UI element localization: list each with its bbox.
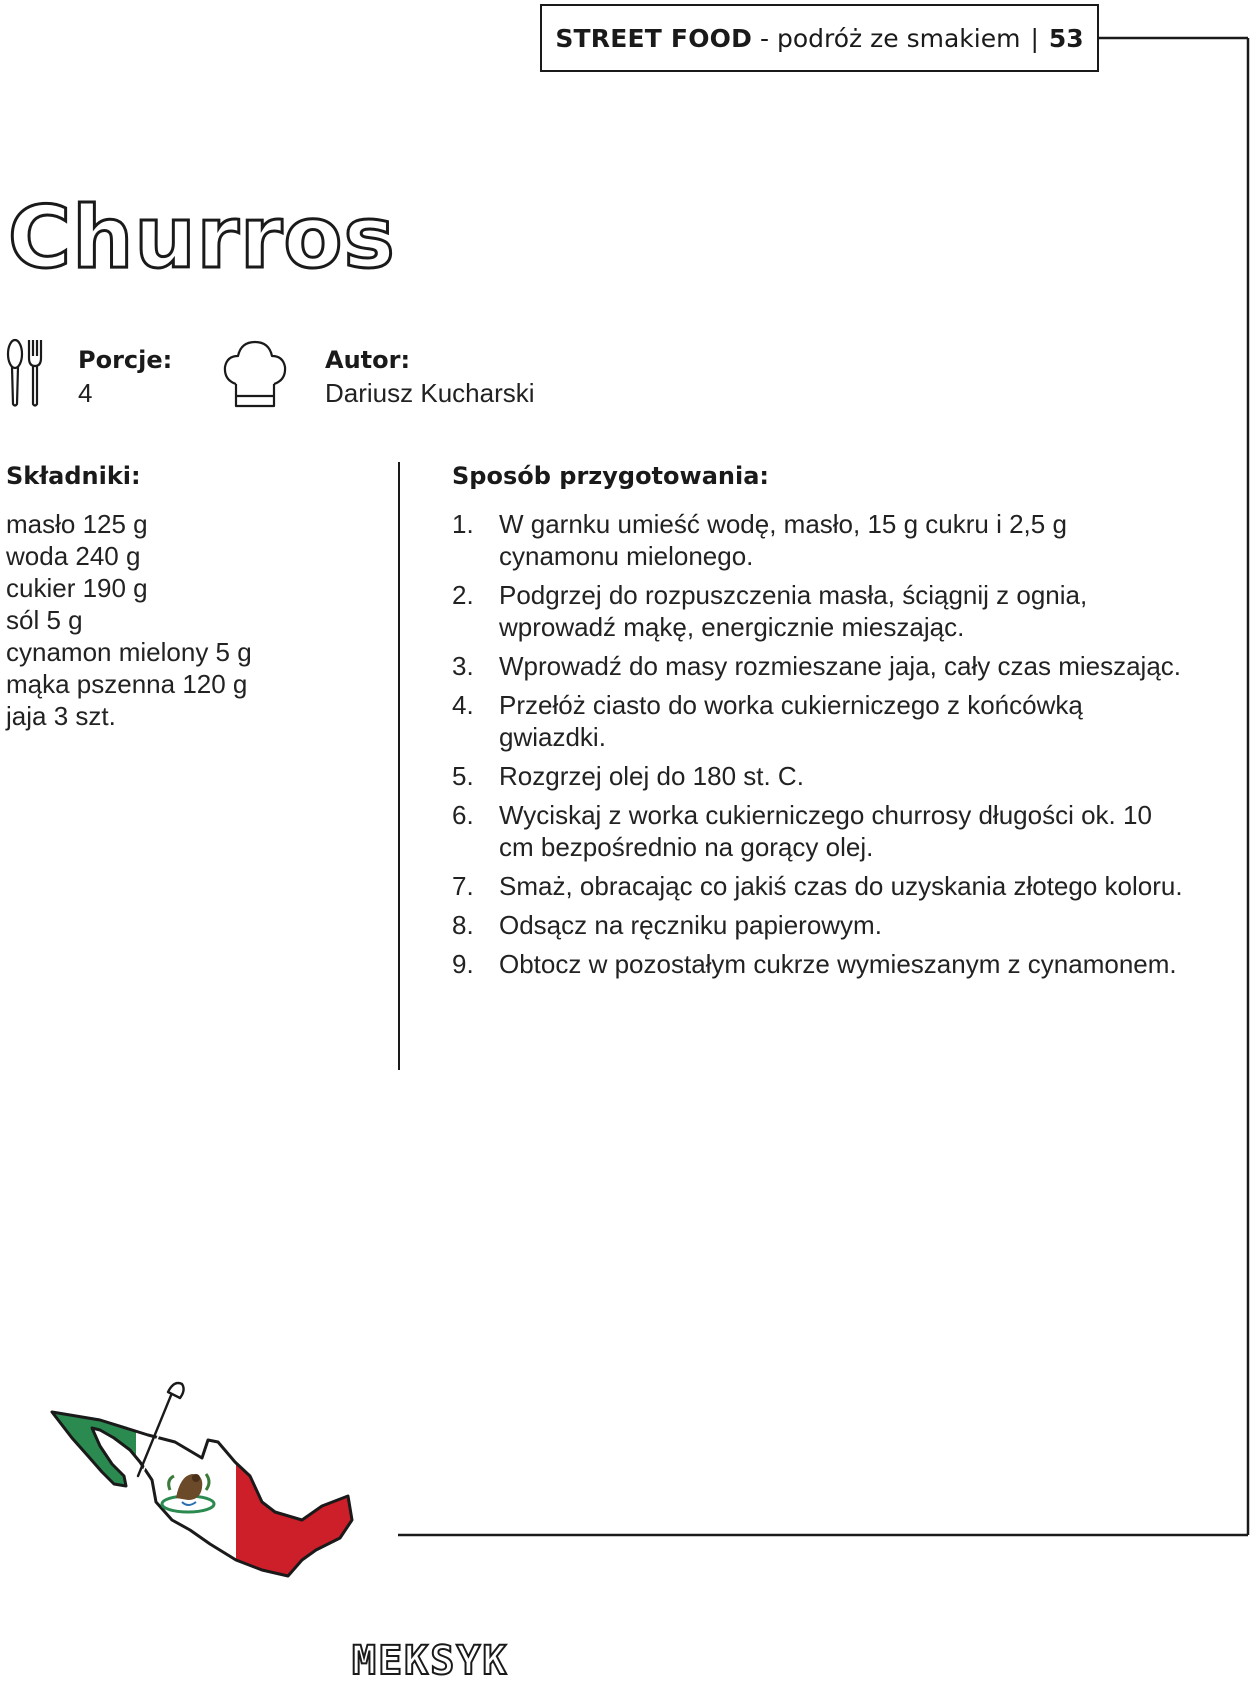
step-text: Odsącz na ręczniku papierowym. (499, 910, 882, 940)
author-label: Autor: (325, 346, 411, 374)
servings-value: 4 (78, 378, 93, 408)
method-step (452, 508, 1192, 572)
ingredient-item: woda 240 g (6, 541, 141, 571)
method-step (452, 799, 1192, 863)
step-number: 6. (452, 800, 474, 830)
method-step (452, 689, 1192, 753)
column-divider (398, 462, 400, 1070)
method-step (452, 948, 1192, 980)
step-text: Smaż, obracając co jakiś czas do uzyskania złotego koloru. (499, 871, 1183, 901)
ingredients-heading: Składniki: (6, 462, 141, 490)
step-number: 4. (452, 690, 474, 720)
header-box (540, 4, 1099, 72)
step-number: 3. (452, 651, 474, 681)
ingredient-item: mąka pszenna 120 g (6, 669, 248, 699)
ingredient-item: cukier 190 g (6, 573, 148, 603)
method-step (452, 650, 1192, 682)
step-number: 8. (452, 910, 474, 940)
method-step (452, 579, 1192, 643)
step-number: 5. (452, 761, 474, 791)
step-text: Rozgrzej olej do 180 st. C. (499, 761, 804, 791)
method-step (452, 870, 1192, 902)
ingredients-list (6, 508, 252, 732)
ingredient-item: jaja 3 szt. (6, 701, 116, 731)
chef-hat-icon (222, 336, 288, 410)
author-value: Dariusz Kucharski (325, 378, 535, 408)
method-steps-list (452, 508, 1192, 987)
ingredient-item: masło 125 g (6, 509, 148, 539)
step-number: 9. (452, 949, 474, 979)
method-heading: Sposób przygotowania: (452, 462, 769, 490)
cutlery-icon (4, 338, 46, 408)
ingredient-item: cynamon mielony 5 g (6, 637, 252, 667)
step-text: Przełóż ciasto do worka cukierniczego z końcówką gwiazdki. (499, 690, 1083, 752)
page-number: 53 (1048, 23, 1084, 53)
header-subtitle: - podróż ze smakiem (752, 23, 1021, 53)
header-separator: | (1030, 23, 1039, 53)
step-number: 7. (452, 871, 474, 901)
method-step (452, 760, 1192, 792)
step-number: 2. (452, 580, 474, 610)
step-text: W garnku umieść wodę, masło, 15 g cukru i 2,5 g cynamonu mielonego. (499, 509, 1067, 571)
step-text: Wyciskaj z worka cukierniczego churrosy długości ok. 10 cm bezpośrednio na gorący olej. (499, 800, 1152, 862)
header-brand: STREET FOOD (555, 23, 753, 53)
recipe-title: Churros (8, 188, 396, 288)
country-name: MEKSYK (352, 1638, 509, 1684)
method-step (452, 909, 1192, 941)
step-text: Wprowadź do masy rozmieszane jaja, cały czas mieszając. (499, 651, 1182, 681)
step-number: 1. (452, 509, 474, 539)
step-text: Obtocz w pozostałym cukrze wymieszanym z cynamonem. (499, 949, 1177, 979)
ingredient-item: sól 5 g (6, 605, 83, 635)
step-text: Podgrzej do rozpuszczenia masła, ściągnij z ognia, wprowadź mąkę, energicznie mieszając. (499, 580, 1088, 642)
servings-label: Porcje: (78, 346, 173, 374)
mexico-flag-map-icon (40, 1380, 360, 1600)
